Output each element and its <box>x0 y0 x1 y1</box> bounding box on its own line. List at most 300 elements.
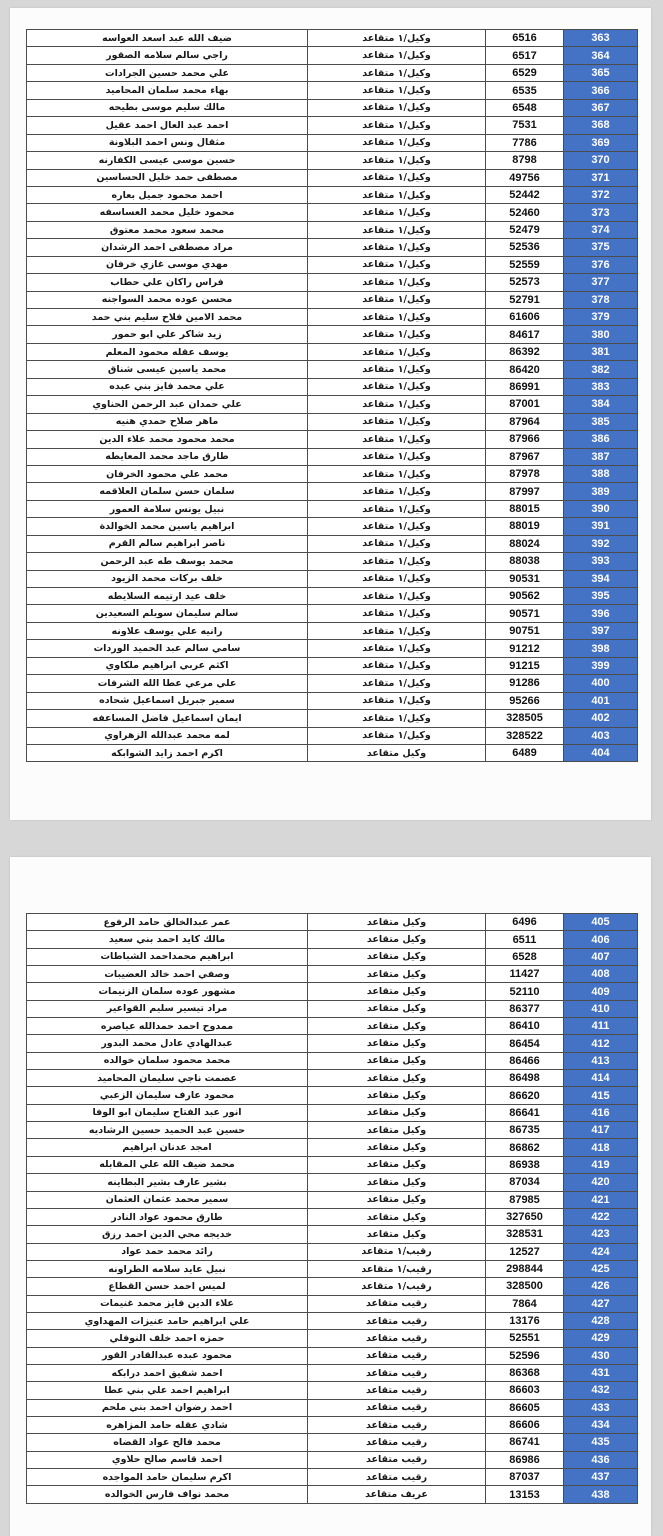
rank-cell: وكيل متقاعد <box>307 966 485 982</box>
service-number-cell: 87037 <box>485 1469 563 1485</box>
rank-cell: رقيب متقاعد <box>307 1469 485 1485</box>
rank-cell: وكيل/١ متقاعد <box>307 396 485 412</box>
rank-cell: وكيل/١ متقاعد <box>307 30 485 46</box>
service-number-cell: 52551 <box>485 1330 563 1346</box>
table-row <box>27 1018 637 1035</box>
service-number-cell: 86603 <box>485 1382 563 1398</box>
service-number-cell: 6489 <box>485 745 563 761</box>
table-row <box>27 518 637 535</box>
table-row <box>27 1174 637 1191</box>
rank-cell: رقيب/١ متقاعد <box>307 1261 485 1277</box>
service-number-cell: 88038 <box>485 553 563 569</box>
member-name-cell: محمود عبده عبدالقادر القور <box>102 1350 232 1362</box>
row-number-cell: 399 <box>563 658 637 674</box>
member-name-cell: علي محمد فايز بني عبده <box>109 381 225 393</box>
member-name-cell: ابراهيم ياسين محمد الخوالدة <box>99 520 235 532</box>
row-number-cell: 413 <box>563 1053 637 1069</box>
table-row <box>27 536 637 553</box>
service-number-cell: 88024 <box>485 536 563 552</box>
member-name-cell: وصفي احمد خالد العضيبات <box>104 968 230 980</box>
rank-cell: وكيل/١ متقاعد <box>307 222 485 238</box>
service-number-cell: 87001 <box>485 396 563 412</box>
row-number-cell: 418 <box>563 1139 637 1155</box>
table-row <box>27 1348 637 1365</box>
table-row <box>27 396 637 413</box>
member-name-cell: ضيف الله عبد اسعد العواسه <box>102 32 232 44</box>
member-name-cell: مشهور عوده سلمان الزنيمات <box>98 986 236 998</box>
service-number-cell: 52791 <box>485 292 563 308</box>
row-number-cell: 390 <box>563 501 637 517</box>
member-name-cell: محمد الامين فلاح سليم بني حمد <box>91 311 243 323</box>
member-name-cell: محمد محمود محمد علاء الدين <box>99 433 235 445</box>
member-name-cell: ماهر صلاح حمدي هنيه <box>115 416 219 428</box>
rank-cell: وكيل/١ متقاعد <box>307 658 485 674</box>
member-name-cell: مهدي موسى غازي خرفان <box>106 259 228 271</box>
member-name-cell: ايمان اسماعيل فاضل المساعفه <box>92 712 242 724</box>
service-number-cell: 86986 <box>485 1452 563 1468</box>
rank-cell: وكيل/١ متقاعد <box>307 344 485 360</box>
table-row <box>27 1226 637 1243</box>
rank-cell: وكيل/١ متقاعد <box>307 605 485 621</box>
rank-cell: وكيل/١ متقاعد <box>307 274 485 290</box>
table-row <box>27 1434 637 1451</box>
row-number-cell: 397 <box>563 623 637 639</box>
service-number-cell: 86938 <box>485 1157 563 1173</box>
member-name-cell: سامي سالم عبد الحميد الوردات <box>93 643 241 655</box>
row-number-cell: 372 <box>563 187 637 203</box>
rank-cell: وكيل متقاعد <box>307 1035 485 1051</box>
member-name-cell: سمير جبريل اسماعيل شحاده <box>99 695 235 707</box>
row-number-cell: 380 <box>563 326 637 342</box>
service-number-cell: 6535 <box>485 82 563 98</box>
rank-cell: وكيل/١ متقاعد <box>307 379 485 395</box>
rank-cell: رقيب متقاعد <box>307 1452 485 1468</box>
service-number-cell: 52479 <box>485 222 563 238</box>
table-row <box>27 1105 637 1122</box>
rank-cell: وكيل متقاعد <box>307 1105 485 1121</box>
rank-cell: وكيل/١ متقاعد <box>307 82 485 98</box>
table-row <box>27 1417 637 1434</box>
service-number-cell: 6548 <box>485 100 563 116</box>
row-number-cell: 364 <box>563 47 637 63</box>
service-number-cell: 86606 <box>485 1417 563 1433</box>
table-row <box>27 1313 637 1330</box>
service-number-cell: 6529 <box>485 65 563 81</box>
member-name-cell: نبيل يونس سلامة العمور <box>109 503 225 515</box>
service-number-cell: 61606 <box>485 309 563 325</box>
service-number-cell: 328500 <box>485 1278 563 1294</box>
row-number-cell: 363 <box>563 30 637 46</box>
row-number-cell: 386 <box>563 431 637 447</box>
member-name-cell: حمزه احمد خلف النوفلي <box>109 1332 225 1344</box>
member-name-cell: بهاء محمد سلمان المحاميد <box>105 85 229 97</box>
rank-cell: رقيب متقاعد <box>307 1382 485 1398</box>
rank-cell: وكيل متقاعد <box>307 1070 485 1086</box>
member-name-cell: اكثم عربي ابراهيم ملكاوي <box>105 660 229 672</box>
row-number-cell: 423 <box>563 1226 637 1242</box>
row-number-cell: 384 <box>563 396 637 412</box>
service-number-cell: 86420 <box>485 361 563 377</box>
service-number-cell: 327650 <box>485 1209 563 1225</box>
service-number-cell: 328522 <box>485 728 563 744</box>
table-row <box>27 431 637 448</box>
table-row <box>27 65 637 82</box>
table-row <box>27 966 637 983</box>
service-number-cell: 88019 <box>485 518 563 534</box>
member-name-cell: راجي سالم سلامه الصقور <box>106 50 228 62</box>
member-name-cell: خلف بركات محمد الزيود <box>111 573 223 585</box>
member-name-cell: محمد علي محمود الخرفان <box>106 468 228 480</box>
rank-cell: وكيل متقاعد <box>307 745 485 761</box>
service-number-cell: 52442 <box>485 187 563 203</box>
table-row <box>27 466 637 483</box>
member-name-cell: عصمت ناجي سليمان المحاميد <box>97 1072 237 1084</box>
service-number-cell: 6528 <box>485 949 563 965</box>
rank-cell: وكيل/١ متقاعد <box>307 47 485 63</box>
retirees-table-1 <box>26 29 638 762</box>
service-number-cell: 90531 <box>485 571 563 587</box>
document-page-2 <box>10 857 651 1536</box>
table-row <box>27 571 637 588</box>
service-number-cell: 88015 <box>485 501 563 517</box>
row-number-cell: 407 <box>563 949 637 965</box>
member-name-cell: نبيل عايد سلامه الطراونه <box>108 1263 226 1275</box>
table-row <box>27 745 637 762</box>
member-name-cell: عبدالهادي عادل محمد البدور <box>101 1038 233 1050</box>
row-number-cell: 412 <box>563 1035 637 1051</box>
service-number-cell: 52559 <box>485 257 563 273</box>
table-row <box>27 640 637 657</box>
rank-cell: وكيل/١ متقاعد <box>307 571 485 587</box>
rank-cell: وكيل/١ متقاعد <box>307 100 485 116</box>
row-number-cell: 430 <box>563 1348 637 1364</box>
member-name-cell: احمد عبد العال احمد عقيل <box>105 119 229 131</box>
service-number-cell: 13153 <box>485 1486 563 1502</box>
service-number-cell: 86454 <box>485 1035 563 1051</box>
service-number-cell: 86620 <box>485 1087 563 1103</box>
service-number-cell: 52573 <box>485 274 563 290</box>
rank-cell: وكيل/١ متقاعد <box>307 65 485 81</box>
row-number-cell: 403 <box>563 728 637 744</box>
member-name-cell: انور عبد الفتاح سليمان ابو الوفا <box>92 1107 242 1119</box>
row-number-cell: 385 <box>563 414 637 430</box>
service-number-cell: 52536 <box>485 239 563 255</box>
table-row <box>27 1122 637 1139</box>
member-name-cell: مصطفى حمد خليل الحساسين <box>96 172 238 184</box>
table-row <box>27 239 637 256</box>
rank-cell: وكيل/١ متقاعد <box>307 239 485 255</box>
rank-cell: وكيل/١ متقاعد <box>307 257 485 273</box>
rank-cell: وكيل/١ متقاعد <box>307 501 485 517</box>
table-row <box>27 152 637 169</box>
member-name-cell: طارق ماجد محمد المعايطه <box>105 451 229 463</box>
rank-cell: وكيل متقاعد <box>307 1226 485 1242</box>
row-number-cell: 376 <box>563 257 637 273</box>
service-number-cell: 87034 <box>485 1174 563 1190</box>
rank-cell: وكيل متقاعد <box>307 1192 485 1208</box>
rank-cell: عريف متقاعد <box>307 1486 485 1502</box>
table-row <box>27 309 637 326</box>
member-name-cell: خديجه محي الدين احمد رزق <box>102 1228 232 1240</box>
row-number-cell: 370 <box>563 152 637 168</box>
row-number-cell: 431 <box>563 1365 637 1381</box>
service-number-cell: 86641 <box>485 1105 563 1121</box>
member-name-cell: مراد تيسير سليم القواعير <box>106 1003 228 1015</box>
row-number-cell: 391 <box>563 518 637 534</box>
table-row <box>27 292 637 309</box>
row-number-cell: 436 <box>563 1452 637 1468</box>
member-name-cell: محمد فالح عواد القضاه <box>113 1436 221 1448</box>
service-number-cell: 328505 <box>485 710 563 726</box>
service-number-cell: 90562 <box>485 588 563 604</box>
rank-cell: وكيل متقاعد <box>307 1174 485 1190</box>
service-number-cell: 91212 <box>485 640 563 656</box>
table-row <box>27 1382 637 1399</box>
row-number-cell: 410 <box>563 1001 637 1017</box>
service-number-cell: 87978 <box>485 466 563 482</box>
rank-cell: وكيل/١ متقاعد <box>307 518 485 534</box>
service-number-cell: 87966 <box>485 431 563 447</box>
table-row <box>27 483 637 500</box>
service-number-cell: 87967 <box>485 449 563 465</box>
table-row <box>27 117 637 134</box>
rank-cell: وكيل/١ متقاعد <box>307 414 485 430</box>
service-number-cell: 6496 <box>485 914 563 930</box>
row-number-cell: 432 <box>563 1382 637 1398</box>
table-row <box>27 1452 637 1469</box>
row-number-cell: 414 <box>563 1070 637 1086</box>
rank-cell: رقيب متقاعد <box>307 1365 485 1381</box>
rank-cell: وكيل/١ متقاعد <box>307 431 485 447</box>
service-number-cell: 86377 <box>485 1001 563 1017</box>
rank-cell: رقيب متقاعد <box>307 1348 485 1364</box>
rank-cell: وكيل/١ متقاعد <box>307 152 485 168</box>
member-name-cell: محمد ضيف الله علي المقابله <box>99 1159 235 1171</box>
table-row <box>27 1469 637 1486</box>
row-number-cell: 398 <box>563 640 637 656</box>
table-row <box>27 1192 637 1209</box>
rank-cell: وكيل/١ متقاعد <box>307 361 485 377</box>
rank-cell: رقيب متقاعد <box>307 1417 485 1433</box>
row-number-cell: 373 <box>563 204 637 220</box>
table-row <box>27 1157 637 1174</box>
member-name-cell: عمر عبدالخالق حامد الرفوع <box>103 916 231 928</box>
service-number-cell: 91215 <box>485 658 563 674</box>
table-row <box>27 728 637 745</box>
rank-cell: وكيل/١ متقاعد <box>307 693 485 709</box>
row-number-cell: 389 <box>563 483 637 499</box>
table-row <box>27 1365 637 1382</box>
row-number-cell: 415 <box>563 1087 637 1103</box>
service-number-cell: 86498 <box>485 1070 563 1086</box>
row-number-cell: 438 <box>563 1486 637 1502</box>
rank-cell: وكيل/١ متقاعد <box>307 710 485 726</box>
service-number-cell: 86410 <box>485 1018 563 1034</box>
rank-cell: وكيل متقاعد <box>307 1122 485 1138</box>
service-number-cell: 52110 <box>485 983 563 999</box>
member-name-cell: حسين عبد الحميد حسين الرشاديه <box>88 1124 246 1136</box>
rank-cell: رقيب متقاعد <box>307 1400 485 1416</box>
row-number-cell: 365 <box>563 65 637 81</box>
service-number-cell: 95266 <box>485 693 563 709</box>
table-row <box>27 414 637 431</box>
table-row <box>27 1139 637 1156</box>
member-name-cell: علي محمد حسين الجرادات <box>105 67 229 79</box>
rank-cell: وكيل/١ متقاعد <box>307 640 485 656</box>
service-number-cell: 90751 <box>485 623 563 639</box>
member-name-cell: علي مرعي عطا الله الشرفات <box>97 677 237 689</box>
service-number-cell: 6517 <box>485 47 563 63</box>
service-number-cell: 52596 <box>485 1348 563 1364</box>
row-number-cell: 374 <box>563 222 637 238</box>
service-number-cell: 86735 <box>485 1122 563 1138</box>
service-number-cell: 90571 <box>485 605 563 621</box>
member-name-cell: زيد شاكر علي ابو حمور <box>112 329 222 341</box>
rank-cell: وكيل/١ متقاعد <box>307 326 485 342</box>
table-row <box>27 1070 637 1087</box>
row-number-cell: 393 <box>563 553 637 569</box>
table-row <box>27 623 637 640</box>
table-row <box>27 344 637 361</box>
member-name-cell: رائد محمد حمد عواد <box>121 1246 213 1258</box>
table-row <box>27 693 637 710</box>
service-number-cell: 7531 <box>485 117 563 133</box>
rank-cell: وكيل متقاعد <box>307 1209 485 1225</box>
rank-cell: وكيل متقاعد <box>307 1001 485 1017</box>
service-number-cell: 87997 <box>485 483 563 499</box>
rank-cell: وكيل متقاعد <box>307 983 485 999</box>
member-name-cell: فراس راكان علي حطاب <box>110 276 224 288</box>
member-name-cell: بشير عارف بشير البطاينه <box>107 1176 227 1188</box>
rank-cell: رقيب متقاعد <box>307 1296 485 1312</box>
member-name-cell: مراد مصطفى احمد الرشدان <box>101 241 233 253</box>
table-row <box>27 553 637 570</box>
rank-cell: وكيل متقاعد <box>307 931 485 947</box>
member-name-cell: محمد نواف فارس الخوالده <box>104 1489 230 1501</box>
rank-cell: وكيل متقاعد <box>307 949 485 965</box>
table-row <box>27 1053 637 1070</box>
rank-cell: وكيل/١ متقاعد <box>307 588 485 604</box>
service-number-cell: 86392 <box>485 344 563 360</box>
row-number-cell: 368 <box>563 117 637 133</box>
rank-cell: وكيل/١ متقاعد <box>307 675 485 691</box>
service-number-cell: 6516 <box>485 30 563 46</box>
service-number-cell: 86368 <box>485 1365 563 1381</box>
service-number-cell: 86605 <box>485 1400 563 1416</box>
table-row <box>27 170 637 187</box>
rank-cell: وكيل متقاعد <box>307 1018 485 1034</box>
service-number-cell: 12527 <box>485 1244 563 1260</box>
rank-cell: رقيب متقاعد <box>307 1330 485 1346</box>
member-name-cell: مثقال ونس احمد البلاونة <box>108 137 226 149</box>
row-number-cell: 375 <box>563 239 637 255</box>
service-number-cell: 87985 <box>485 1192 563 1208</box>
member-name-cell: شادي عقله حامد المزاهره <box>106 1419 228 1431</box>
table-row <box>27 47 637 64</box>
row-number-cell: 405 <box>563 914 637 930</box>
row-number-cell: 426 <box>563 1278 637 1294</box>
service-number-cell: 328531 <box>485 1226 563 1242</box>
row-number-cell: 383 <box>563 379 637 395</box>
row-number-cell: 419 <box>563 1157 637 1173</box>
row-number-cell: 366 <box>563 82 637 98</box>
member-name-cell: اكرم سليمان حامد المواجده <box>102 1471 232 1483</box>
row-number-cell: 433 <box>563 1400 637 1416</box>
rank-cell: وكيل متقاعد <box>307 1053 485 1069</box>
row-number-cell: 422 <box>563 1209 637 1225</box>
member-name-cell: علي حمدان عبد الرحمن الحناوي <box>92 398 242 410</box>
table-row <box>27 983 637 1000</box>
service-number-cell: 86466 <box>485 1053 563 1069</box>
row-number-cell: 369 <box>563 135 637 151</box>
table-row <box>27 379 637 396</box>
table-row <box>27 1296 637 1313</box>
member-name-cell: سمير محمد عثمان العثمان <box>105 1194 229 1206</box>
row-number-cell: 420 <box>563 1174 637 1190</box>
table-row <box>27 100 637 117</box>
row-number-cell: 382 <box>563 361 637 377</box>
rank-cell: وكيل/١ متقاعد <box>307 466 485 482</box>
row-number-cell: 402 <box>563 710 637 726</box>
row-number-cell: 434 <box>563 1417 637 1433</box>
rank-cell: وكيل/١ متقاعد <box>307 135 485 151</box>
member-name-cell: لميس احمد حسن القطاع <box>108 1280 226 1292</box>
rank-cell: وكيل/١ متقاعد <box>307 623 485 639</box>
member-name-cell: محمد يوسف طه عبد الرحمن <box>100 555 234 567</box>
table-row <box>27 658 637 675</box>
row-number-cell: 417 <box>563 1122 637 1138</box>
table-row <box>27 710 637 727</box>
rank-cell: وكيل/١ متقاعد <box>307 309 485 325</box>
table-row <box>27 361 637 378</box>
row-number-cell: 388 <box>563 466 637 482</box>
table-row <box>27 204 637 221</box>
service-number-cell: 86991 <box>485 379 563 395</box>
service-number-cell: 52460 <box>485 204 563 220</box>
row-number-cell: 379 <box>563 309 637 325</box>
table-row <box>27 1261 637 1278</box>
table-row <box>27 675 637 692</box>
row-number-cell: 377 <box>563 274 637 290</box>
table-row <box>27 326 637 343</box>
member-name-cell: سلمان حسن سلمان العلاقمه <box>99 486 235 498</box>
service-number-cell: 86862 <box>485 1139 563 1155</box>
member-name-cell: علي ابراهيم حامد عنيزات المهداوي <box>84 1315 250 1327</box>
rank-cell: وكيل/١ متقاعد <box>307 204 485 220</box>
member-name-cell: احمد رضوان احمد بني ملحم <box>101 1402 233 1414</box>
service-number-cell: 8798 <box>485 152 563 168</box>
row-number-cell: 409 <box>563 983 637 999</box>
member-name-cell: احمد شفيق احمد درابكه <box>111 1367 223 1379</box>
member-name-cell: احمد محمود جميل بعاره <box>111 189 223 201</box>
table-row <box>27 1486 637 1503</box>
service-number-cell: 86741 <box>485 1434 563 1450</box>
member-name-cell: لمه محمد عبدالله الزهراوي <box>104 730 230 742</box>
table-row <box>27 501 637 518</box>
retirees-table-2 <box>26 913 638 1504</box>
row-number-cell: 428 <box>563 1313 637 1329</box>
row-number-cell: 427 <box>563 1296 637 1312</box>
table-row <box>27 1244 637 1261</box>
rank-cell: وكيل/١ متقاعد <box>307 117 485 133</box>
table-row <box>27 187 637 204</box>
rank-cell: وكيل/١ متقاعد <box>307 553 485 569</box>
row-number-cell: 400 <box>563 675 637 691</box>
member-name-cell: طارق محمود عواد النادر <box>111 1211 223 1223</box>
service-number-cell: 13176 <box>485 1313 563 1329</box>
document-page-1 <box>10 8 651 820</box>
member-name-cell: ناصر ابراهيم سالم القرم <box>108 538 226 550</box>
